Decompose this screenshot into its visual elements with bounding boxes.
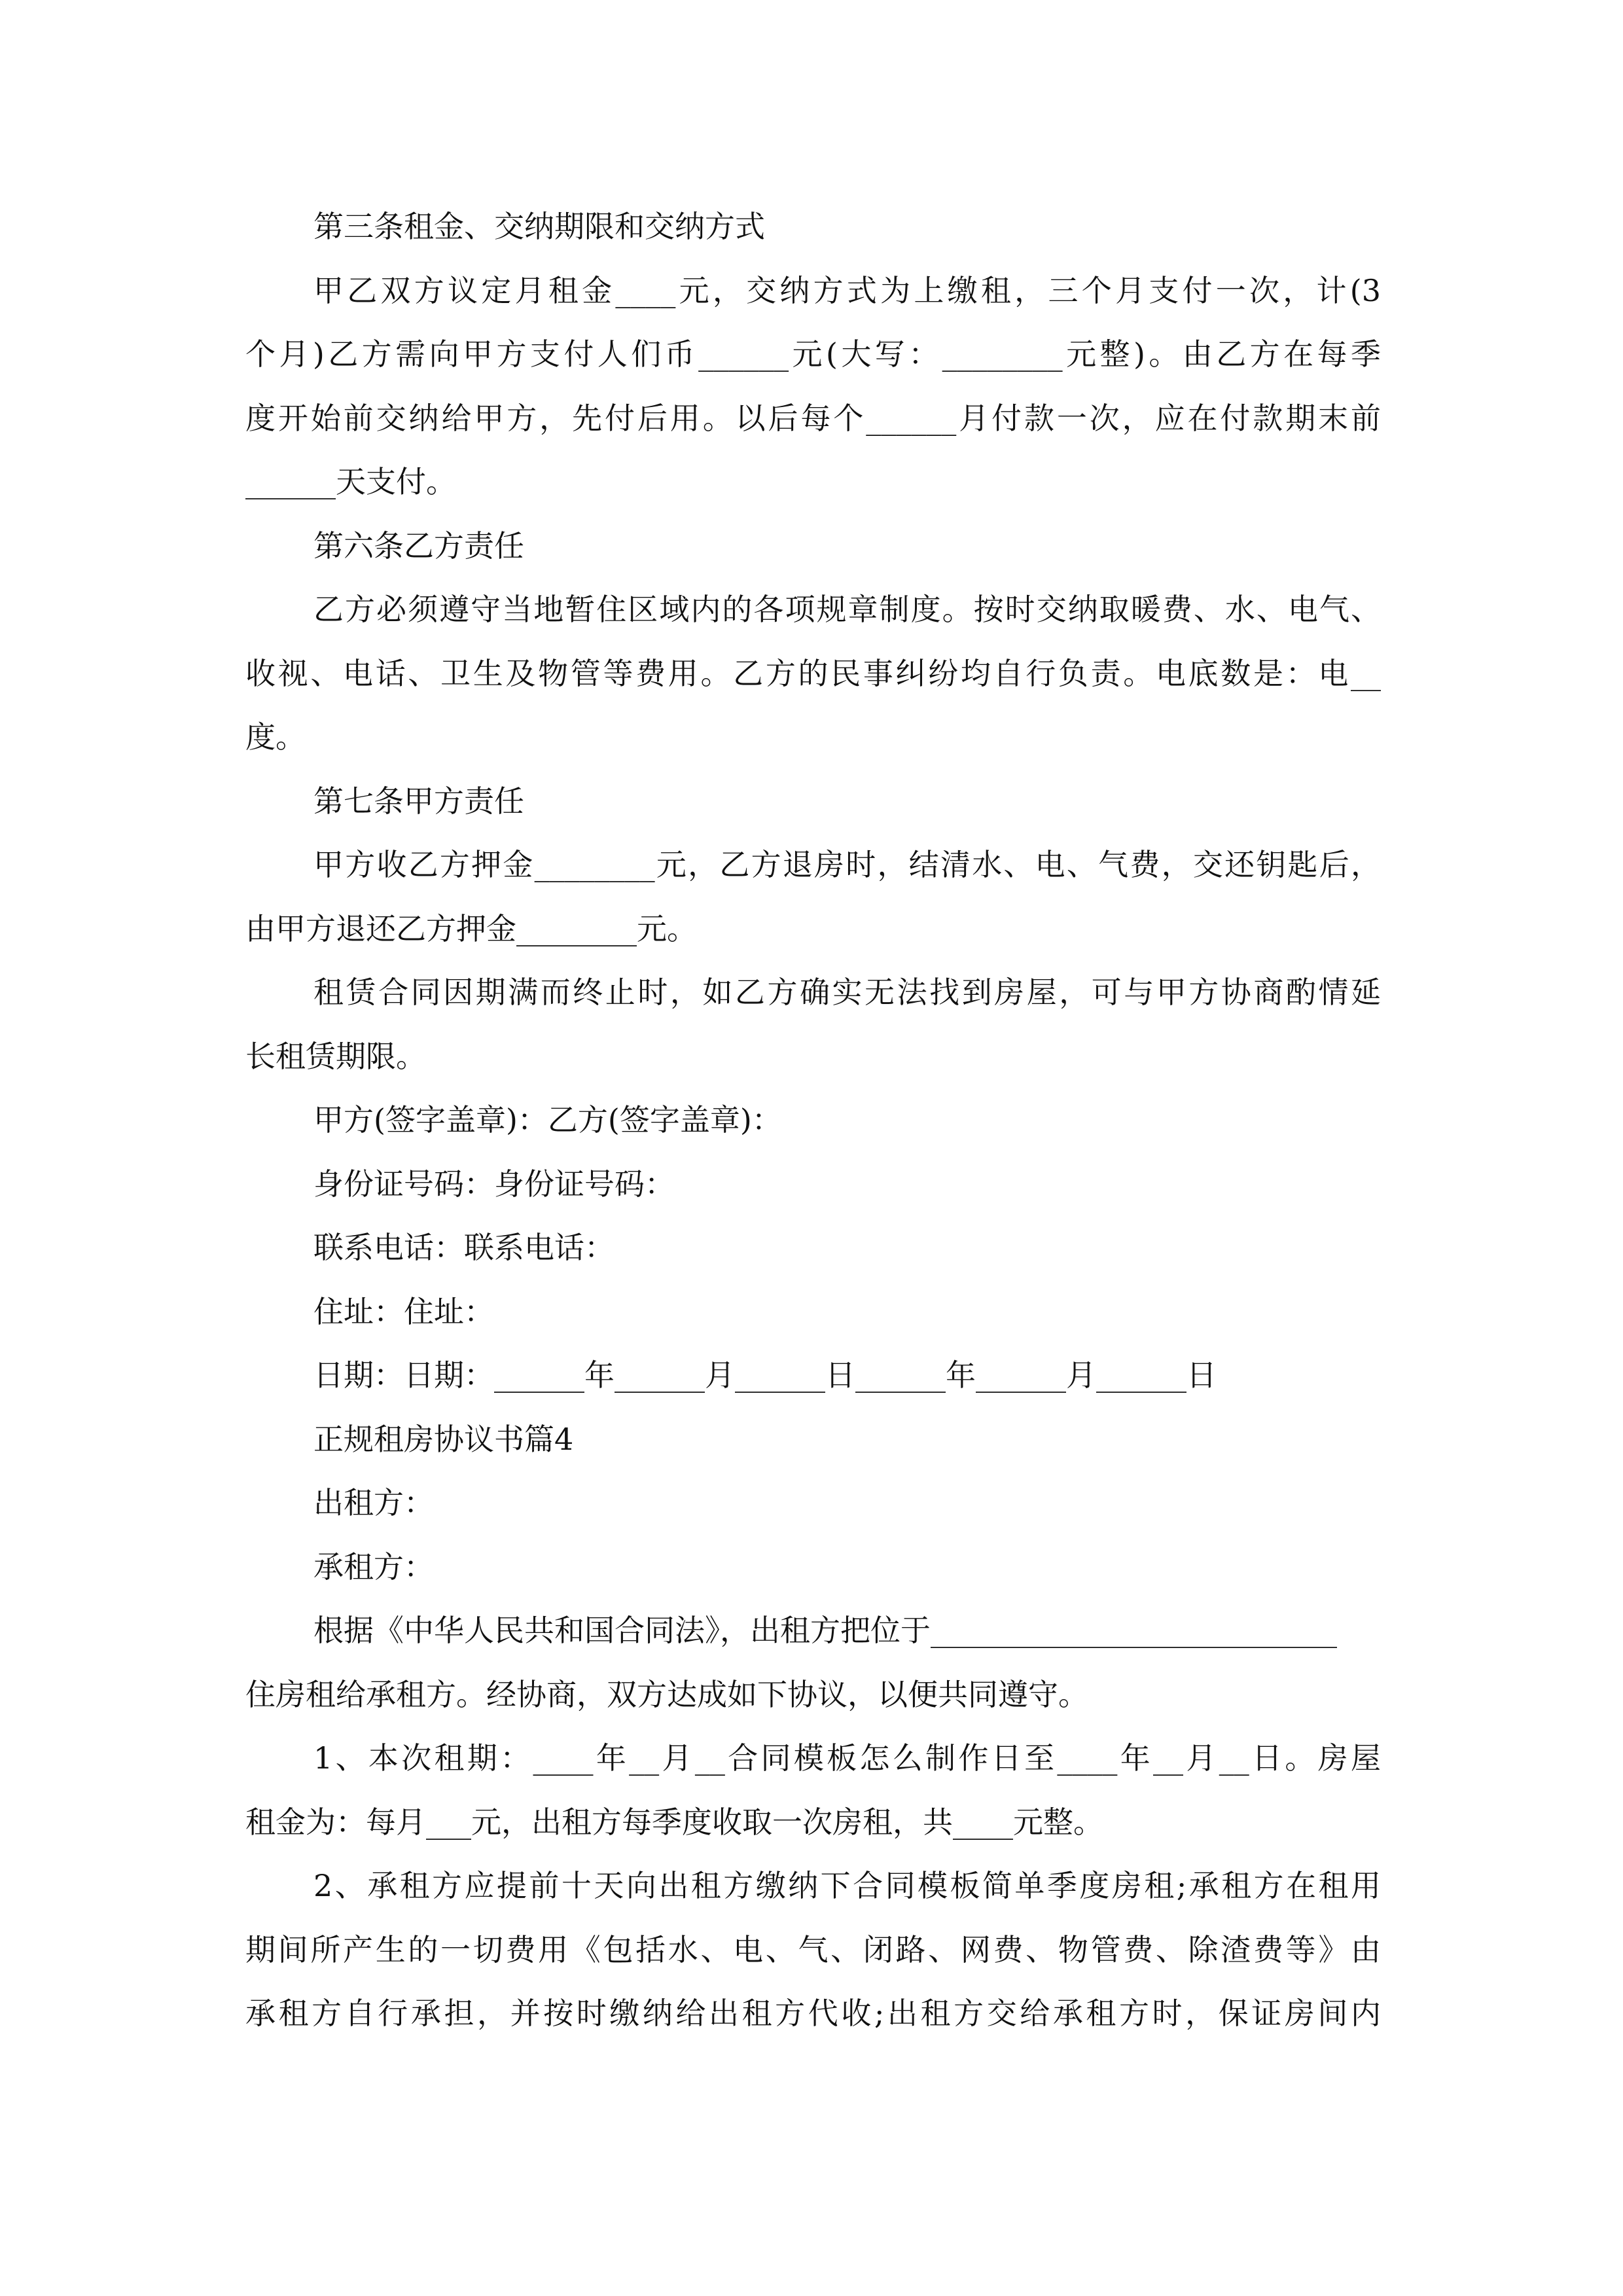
- text-line: 第七条甲方责任: [313, 783, 524, 819]
- text-line: 日期：日期：______年______月______日______年______月______日: [313, 1357, 1217, 1393]
- text-line: 出租方：: [313, 1485, 434, 1520]
- text-line: 身份证号码：身份证号码：: [313, 1166, 675, 1202]
- text-line: 度。: [245, 719, 306, 755]
- text-line: 甲方收乙方押金________元，乙方退房时，结清水、电、气费，交还钥匙后，: [313, 847, 1381, 882]
- text-line: 收视、电话、卫生及物管等费用。乙方的民事纠纷均自行负责。电底数是：电__: [245, 655, 1381, 691]
- document-body: [245, 195, 1381, 2046]
- text-line: 度开始前交纳给甲方，先付后用。以后每个______月付款一次，应在付款期末前: [245, 400, 1381, 436]
- text-line: 联系电话：联系电话：: [313, 1230, 615, 1265]
- text-line: 第六条乙方责任: [313, 528, 524, 564]
- text-line: 甲方(签字盖章)：乙方(签字盖章)：: [313, 1102, 782, 1138]
- text-line: 第三条租金、交纳期限和交纳方式: [313, 209, 765, 244]
- text-line: 住址：住址：: [313, 1293, 494, 1329]
- text-line: 租金为：每月___元，出租方每季度收取一次房租，共____元整。: [245, 1804, 1103, 1840]
- text-line: 个月)乙方需向甲方支付人们币______元(大写：________元整)。由乙方在每季: [245, 336, 1381, 372]
- text-line: 承租方自行承担，并按时缴纳给出租方代收;出租方交给承租方时，保证房间内: [245, 1996, 1381, 2031]
- text-line: 承租方：: [313, 1549, 434, 1585]
- text-line: 正规租房协议书篇4: [313, 1421, 574, 1457]
- text-line: 长租赁期限。: [245, 1038, 426, 1074]
- text-line: 1、本次租期：____年__月__合同模板怎么制作日至____年__月__日。房屋: [313, 1740, 1381, 1776]
- text-line: 甲乙双方议定月租金____元，交纳方式为上缴租，三个月支付一次，计(3: [313, 272, 1381, 308]
- text-line: ______天支付。: [245, 464, 456, 499]
- text-line: 由甲方退还乙方押金________元。: [245, 910, 697, 946]
- text-line: 乙方必须遵守当地暂住区域内的各项规章制度。按时交纳取暖费、水、电气、: [313, 592, 1381, 627]
- text-line: 2、承租方应提前十天向出租方缴纳下合同模板简单季度房租;承租方在租用: [313, 1868, 1381, 1903]
- text-line: 期间所产生的一切费用《包括水、电、气、闭路、网费、物管费、除渣费等》由: [245, 1931, 1381, 1967]
- text-line: 租赁合同因期满而终止时，如乙方确实无法找到房屋，可与甲方协商酌情延: [313, 975, 1381, 1010]
- text-line: 根据《中华人民共和国合同法》，出租方把位于___________________________: [313, 1613, 1337, 1648]
- text-line: 住房租给承租方。经协商，双方达成如下协议，以便共同遵守。: [245, 1676, 1088, 1712]
